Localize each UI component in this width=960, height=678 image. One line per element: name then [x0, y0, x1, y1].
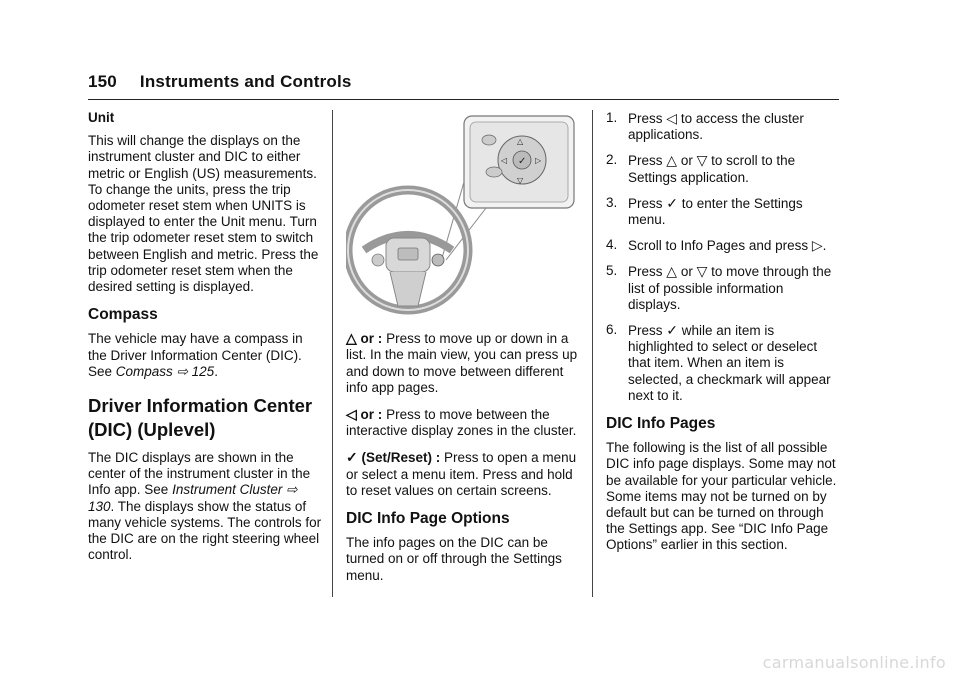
up-arrow-icon: △: [346, 330, 357, 347]
compass-text: The vehicle may have a compass in the Driver Information Center (DIC). See: [88, 331, 303, 379]
up-arrow-icon: △: [666, 152, 678, 169]
column-3: [606, 110, 838, 564]
down-arrow-icon: ▽: [696, 152, 708, 169]
column-divider-2: [592, 110, 593, 597]
svg-text:▷: ▷: [535, 156, 542, 165]
unit-paragraph: This will change the displays on the instrument cluster and DIC to either metric or English (US) measurements. To change the units, press the trip odometer reset stem when UNITS is displayed to enter the Unit menu. Turn the trip odometer reset stem to switch between English and metric. Press the trip odometer reset stem when the desired setting is displayed.: [88, 133, 319, 295]
info-pages-heading: DIC Info Pages: [606, 415, 716, 433]
watermark: carmanualsonline.info: [762, 653, 946, 672]
page-header: [88, 72, 352, 92]
left-arrow-icon: ◁: [346, 406, 357, 423]
column-2: [346, 110, 578, 594]
left-arrow-icon: ◁: [666, 110, 678, 126]
options-paragraph: The info pages on the DIC can be turned on or off through the Settings menu.: [346, 535, 562, 583]
compass-paragraph: The vehicle may have a compass in the Driver Information Center (DIC). See Compass ⇨ 125.: [88, 331, 303, 379]
check-icon: ✓: [666, 322, 679, 339]
step-item: 5. Press △ or ▽ to move through the list of possible information displays.: [606, 263, 832, 312]
section-title: Instruments and Controls: [139, 72, 352, 91]
updown-description: △ or : Press to move up or down in a list. In the main view, you can press up and down to move between different info app pages.: [346, 330, 578, 395]
svg-text:✓: ✓: [518, 156, 527, 167]
dic-heading: Driver Information Center (DIC) (Uplevel): [88, 395, 313, 441]
page-number: 150: [88, 72, 117, 91]
column-1: [88, 110, 324, 573]
svg-text:△: △: [517, 137, 524, 146]
instrument-cluster-link[interactable]: Instrument Cluster ⇨ 130: [88, 482, 298, 514]
check-icon: ✓: [346, 449, 358, 466]
step-item: 6. Press ✓ while an item is highlighted to select or deselect that item. When an item is selected, a checkmark will appear next to it.: [606, 322, 831, 403]
steering-wheel-controls-illustration: [346, 110, 578, 318]
step-item: 3. Press ✓ to enter the Settings menu.: [606, 194, 803, 228]
settings-steps: [606, 110, 838, 404]
setreset-description: ✓ (Set/Reset) : Press to open a menu or select a menu item. Press and hold to reset values on certain screens.: [346, 449, 577, 498]
step-item: 4. Scroll to Info Pages and press ▷.: [606, 237, 827, 254]
page-ref-arrow-icon: ⇨: [176, 363, 188, 379]
unit-heading: Unit: [88, 110, 115, 125]
page-ref-arrow-icon: ⇨: [286, 482, 298, 498]
step-item: 1. Press ◁ to access the cluster applications.: [606, 110, 804, 143]
leftright-description: ◁ or : Press to move between the interactive display zones in the cluster.: [346, 406, 577, 439]
info-pages-paragraph: The following is the list of all possible DIC info page displays. Some may not be available for your particular vehicle. Some items may not be turned on by default but can be turned on through the Settings app. See “DIC Info Page Options” earlier in this section.: [606, 440, 837, 553]
compass-link[interactable]: Compass ⇨ 125: [115, 363, 215, 379]
compass-heading: Compass: [88, 306, 158, 324]
down-arrow-icon: ▽: [696, 263, 708, 280]
options-heading: DIC Info Page Options: [346, 510, 510, 528]
check-icon: ✓: [666, 194, 679, 211]
dic-paragraph: The DIC displays are shown in the center of the instrument cluster in the Info app. See Instrument Cluster ⇨ 130. The displays show the status of many vehicle systems. The controls for the DIC are on the right steering wheel control.: [88, 450, 322, 563]
column-divider-1: [332, 110, 333, 597]
up-arrow-icon: △: [666, 263, 678, 280]
svg-text:▽: ▽: [517, 176, 524, 185]
step-item: 2. Press △ or ▽ to scroll to the Settings application.: [606, 152, 796, 185]
svg-text:◁: ◁: [501, 156, 508, 165]
header-rule: [88, 99, 839, 100]
right-arrow-icon: ▷: [811, 237, 823, 254]
